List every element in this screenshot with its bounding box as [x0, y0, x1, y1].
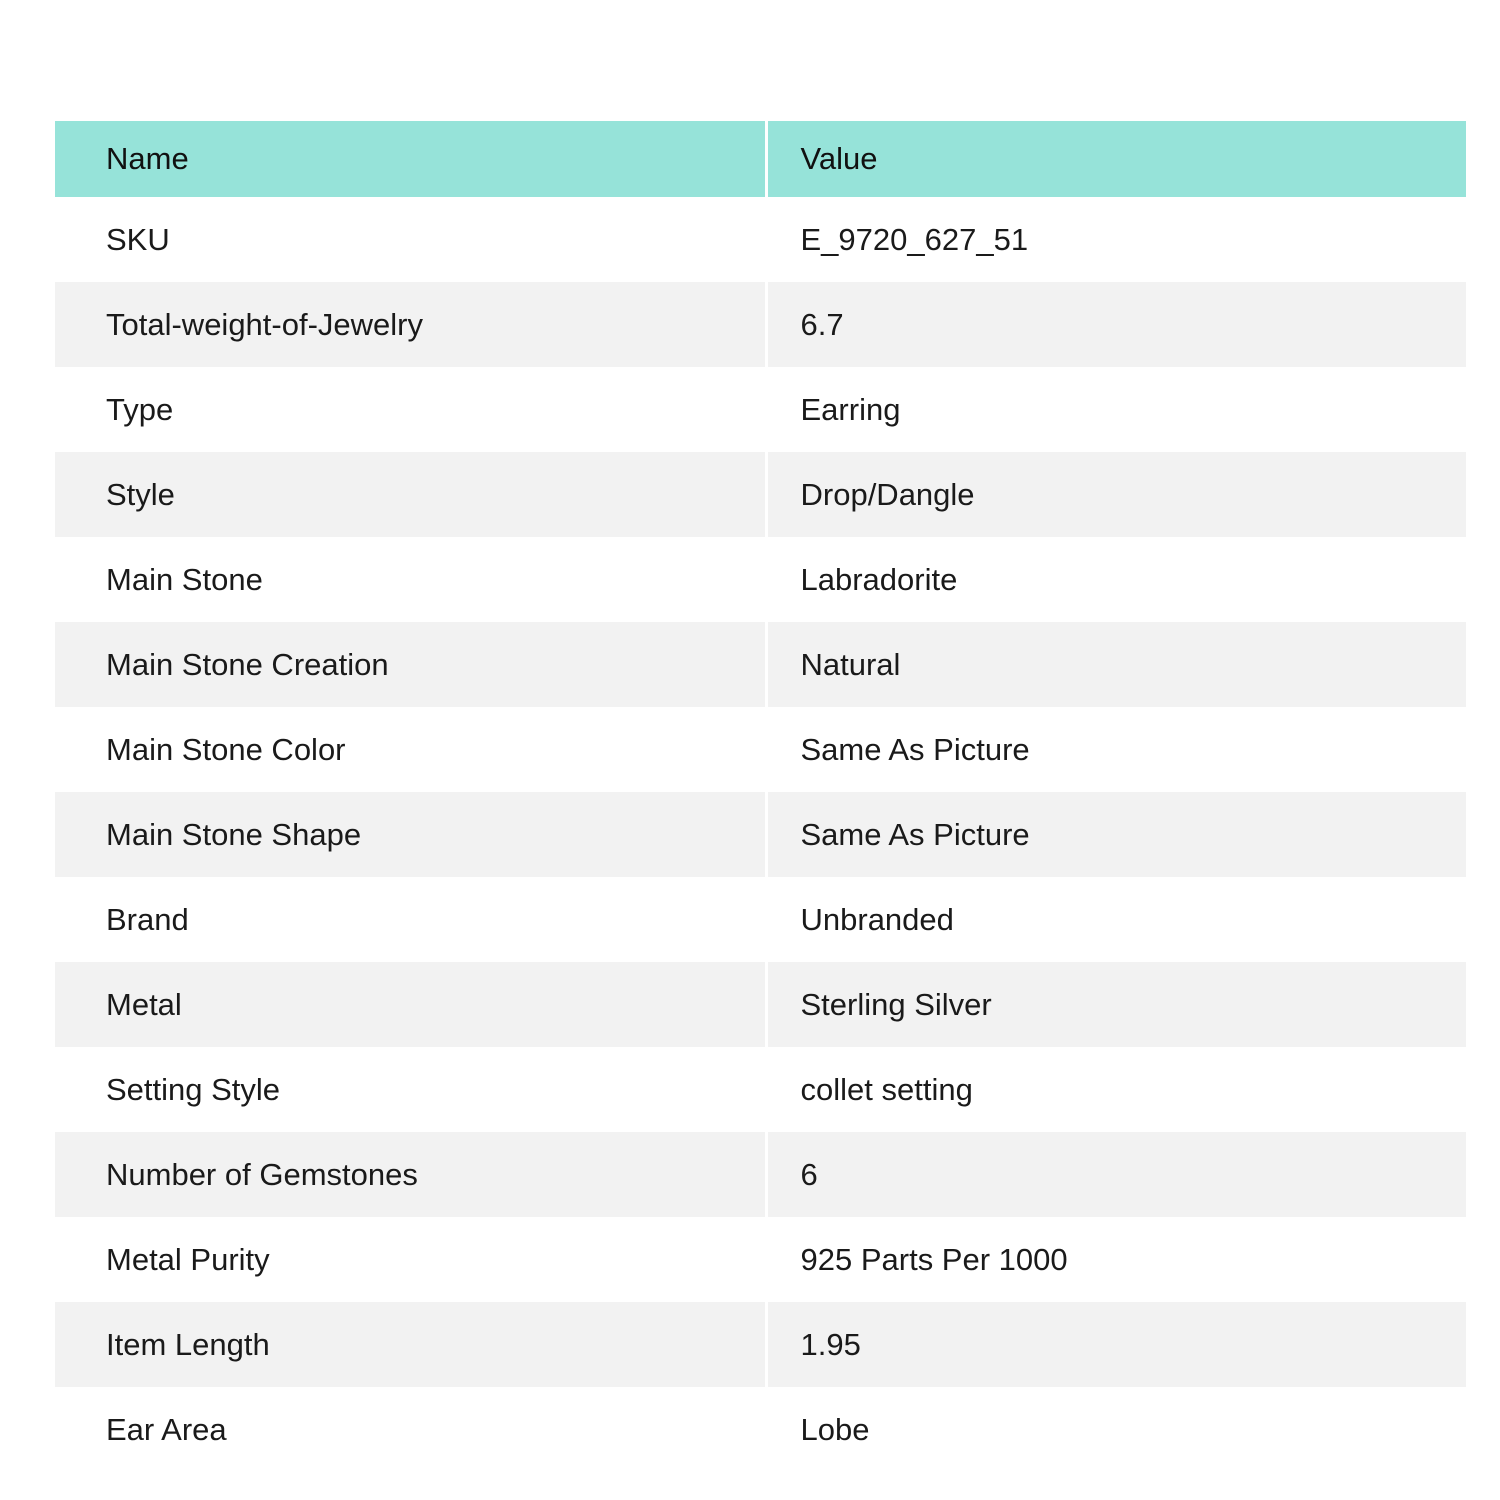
table-row: [55, 282, 1466, 367]
row-name: SKU: [55, 197, 766, 282]
row-name: Main Stone Creation: [55, 622, 766, 707]
row-name: Style: [55, 452, 766, 537]
table-body: [55, 197, 1466, 1472]
row-value: Unbranded: [766, 877, 1466, 962]
table-row: [55, 197, 1466, 282]
header-row: [55, 121, 1466, 197]
row-value: collet setting: [766, 1047, 1466, 1132]
row-name: Main Stone Color: [55, 707, 766, 792]
row-name: Ear Area: [55, 1387, 766, 1472]
header-name: Name: [55, 121, 766, 197]
row-name: Brand: [55, 877, 766, 962]
row-value: Natural: [766, 622, 1466, 707]
row-name: Setting Style: [55, 1047, 766, 1132]
row-value: Drop/Dangle: [766, 452, 1466, 537]
row-value: 6.7: [766, 282, 1466, 367]
table-row: [55, 622, 1466, 707]
row-value: Sterling Silver: [766, 962, 1466, 1047]
table-row: [55, 962, 1466, 1047]
row-name: Main Stone: [55, 537, 766, 622]
table-row: [55, 792, 1466, 877]
row-name: Main Stone Shape: [55, 792, 766, 877]
row-name: Item Length: [55, 1302, 766, 1387]
table-row: [55, 1387, 1466, 1472]
row-value: Lobe: [766, 1387, 1466, 1472]
table-row: [55, 1132, 1466, 1217]
table-row: [55, 537, 1466, 622]
row-value: 925 Parts Per 1000: [766, 1217, 1466, 1302]
header-value: Value: [766, 121, 1466, 197]
table-row: [55, 1217, 1466, 1302]
row-name: Type: [55, 367, 766, 452]
spec-table: [55, 121, 1466, 1472]
row-name: Number of Gemstones: [55, 1132, 766, 1217]
table-row: [55, 367, 1466, 452]
table-row: [55, 877, 1466, 962]
row-value: Earring: [766, 367, 1466, 452]
table-row: [55, 452, 1466, 537]
row-value: Labradorite: [766, 537, 1466, 622]
table-row: [55, 1047, 1466, 1132]
row-value: Same As Picture: [766, 792, 1466, 877]
row-name: Metal Purity: [55, 1217, 766, 1302]
row-name: Metal: [55, 962, 766, 1047]
table-row: [55, 1302, 1466, 1387]
row-value: 1.95: [766, 1302, 1466, 1387]
row-name: Total-weight-of-Jewelry: [55, 282, 766, 367]
table-row: [55, 707, 1466, 792]
row-value: E_9720_627_51: [766, 197, 1466, 282]
table-header: [55, 121, 1466, 197]
row-value: 6: [766, 1132, 1466, 1217]
row-value: Same As Picture: [766, 707, 1466, 792]
